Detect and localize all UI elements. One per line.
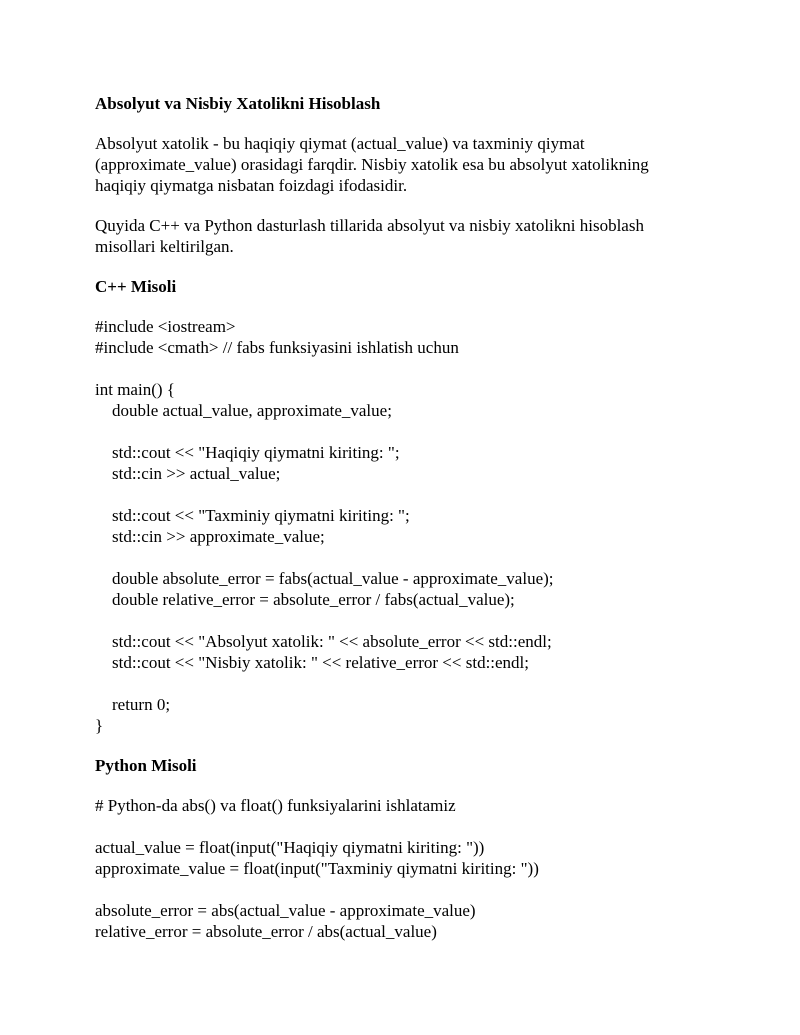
- code-line: double absolute_error = fabs(actual_value - approximate_value);: [95, 569, 554, 588]
- cpp-code-block: [95, 316, 735, 736]
- code-line: std::cout << "Absolyut xatolik: " << absolute_error << std::endl;: [95, 632, 552, 651]
- python-heading: Python Misoli: [95, 756, 197, 775]
- code-line: }: [95, 716, 104, 735]
- code-line: double relative_error = absolute_error / fabs(actual_value);: [95, 590, 515, 609]
- intro-line: haqiqiy qiymatga nisbatan foizdagi ifodasidir.: [95, 176, 408, 195]
- code-line: [95, 673, 735, 694]
- code-line: std::cin >> approximate_value;: [95, 527, 325, 546]
- code-line: [95, 484, 735, 505]
- python-code-block: [95, 795, 735, 942]
- code-line: #include <iostream>: [95, 317, 236, 336]
- cpp-heading: C++ Misoli: [95, 277, 177, 296]
- code-line: std::cin >> actual_value;: [95, 464, 281, 483]
- code-line: # Python-da abs() va float() funksiyalarini ishlatamiz: [95, 796, 456, 815]
- intro-line: (approximate_value) orasidagi farqdir. Nisbiy xatolik esa bu absolyut xatolikning: [95, 155, 649, 174]
- code-line: [95, 610, 735, 631]
- intro-line: Absolyut xatolik - bu haqiqiy qiymat (actual_value) va taxminiy qiymat: [95, 134, 585, 153]
- document-title: Absolyut va Nisbiy Xatolikni Hisoblash: [95, 94, 381, 113]
- second-paragraph: [95, 215, 735, 257]
- intro-paragraph: [95, 133, 735, 196]
- code-line: [95, 816, 735, 837]
- document-page: [95, 93, 735, 961]
- code-line: std::cout << "Taxminiy qiymatni kiriting: ";: [95, 506, 410, 525]
- code-line: approximate_value = float(input("Taxminiy qiymatni kiriting: ")): [95, 859, 539, 878]
- second-line: misollari keltirilgan.: [95, 237, 234, 256]
- code-line: return 0;: [95, 695, 171, 714]
- code-line: #include <cmath> // fabs funksiyasini ishlatish uchun: [95, 338, 459, 357]
- code-line: int main() {: [95, 380, 175, 399]
- code-line: std::cout << "Haqiqiy qiymatni kiriting: ";: [95, 443, 400, 462]
- code-line: actual_value = float(input("Haqiqiy qiymatni kiriting: ")): [95, 838, 485, 857]
- code-line: [95, 547, 735, 568]
- code-line: [95, 421, 735, 442]
- code-line: relative_error = absolute_error / abs(actual_value): [95, 922, 437, 941]
- code-line: [95, 879, 735, 900]
- second-line: Quyida C++ va Python dasturlash tillarida absolyut va nisbiy xatolikni hisoblash: [95, 216, 644, 235]
- code-line: absolute_error = abs(actual_value - approximate_value): [95, 901, 476, 920]
- code-line: std::cout << "Nisbiy xatolik: " << relative_error << std::endl;: [95, 653, 530, 672]
- code-line: double actual_value, approximate_value;: [95, 401, 392, 420]
- code-line: [95, 358, 735, 379]
